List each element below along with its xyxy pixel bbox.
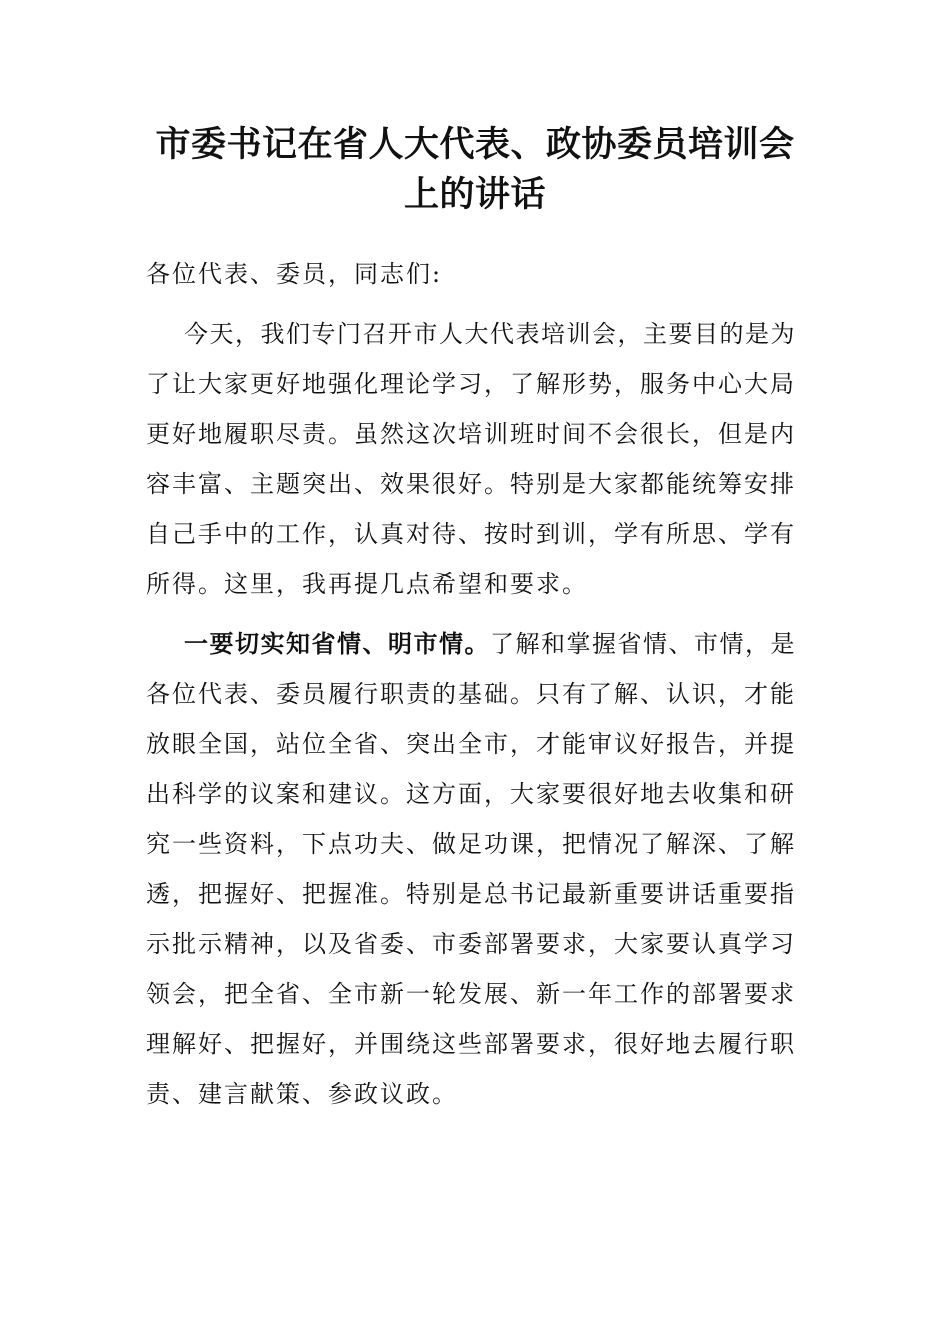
- document-title: [120, 120, 830, 220]
- paragraph-2-line: 责、建言献策、参政议政。: [146, 1080, 458, 1108]
- paragraph-2-first-line: [146, 619, 806, 669]
- paragraph-1-line: 今天，我们专门召开市人大代表培训会，主要目的是为: [184, 320, 796, 348]
- paragraph-2-line: 示批示精神，以及省委、市委部署要求，大家要认真学习: [146, 930, 796, 958]
- paragraph-2-line: 透，把握好、把握准。特别是总书记最新重要讲话重要指: [146, 880, 796, 908]
- paragraph-1-line: 更好地履职尽责。虽然这次培训班时间不会很长，但是内: [146, 420, 796, 448]
- salutation: 各位代表、委员，同志们:: [146, 260, 443, 288]
- title-line-1: 市委书记在省人大代表、政协委员培训会: [155, 124, 795, 165]
- paragraph-2-line: 领会，把全省、全市新一轮发展、新一年工作的部署要求: [146, 980, 796, 1008]
- paragraph-1-line: 了让大家更好地强化理论学习，了解形势，服务中心大局: [146, 370, 796, 398]
- paragraph-2-line: 各位代表、委员履行职责的基础。只有了解、认识，才能: [146, 680, 796, 708]
- paragraph-2-line: 放眼全国，站位全省、突出全市，才能审议好报告，并提: [146, 730, 796, 758]
- paragraph-2-line: 究一些资料，下点功夫、做足功课，把情况了解深、了解: [146, 830, 796, 858]
- paragraph-2-first-line-text: 了解和掌握省情、市情，是: [490, 630, 796, 658]
- paragraph-2-lead-heading: 一要切实知省情、明市情。: [184, 629, 490, 658]
- paragraph-1-line: 所得。这里，我再提几点希望和要求。: [146, 570, 588, 598]
- paragraph-1: [146, 309, 806, 609]
- paragraph-2-line: 理解好、把握好，并围绕这些部署要求，很好地去履行职: [146, 1030, 796, 1058]
- paragraph-2-line: 出科学的议案和建议。这方面，大家要很好地去收集和研: [146, 780, 796, 808]
- paragraph-1-line: 自己手中的工作，认真对待、按时到训，学有所思、学有: [146, 520, 796, 548]
- title-line-2: 上的讲话: [403, 174, 546, 215]
- paragraph-1-line: 容丰富、主题突出、效果很好。特别是大家都能统筹安排: [146, 470, 796, 498]
- document-body: [146, 249, 806, 1129]
- paragraph-2: [146, 619, 806, 1119]
